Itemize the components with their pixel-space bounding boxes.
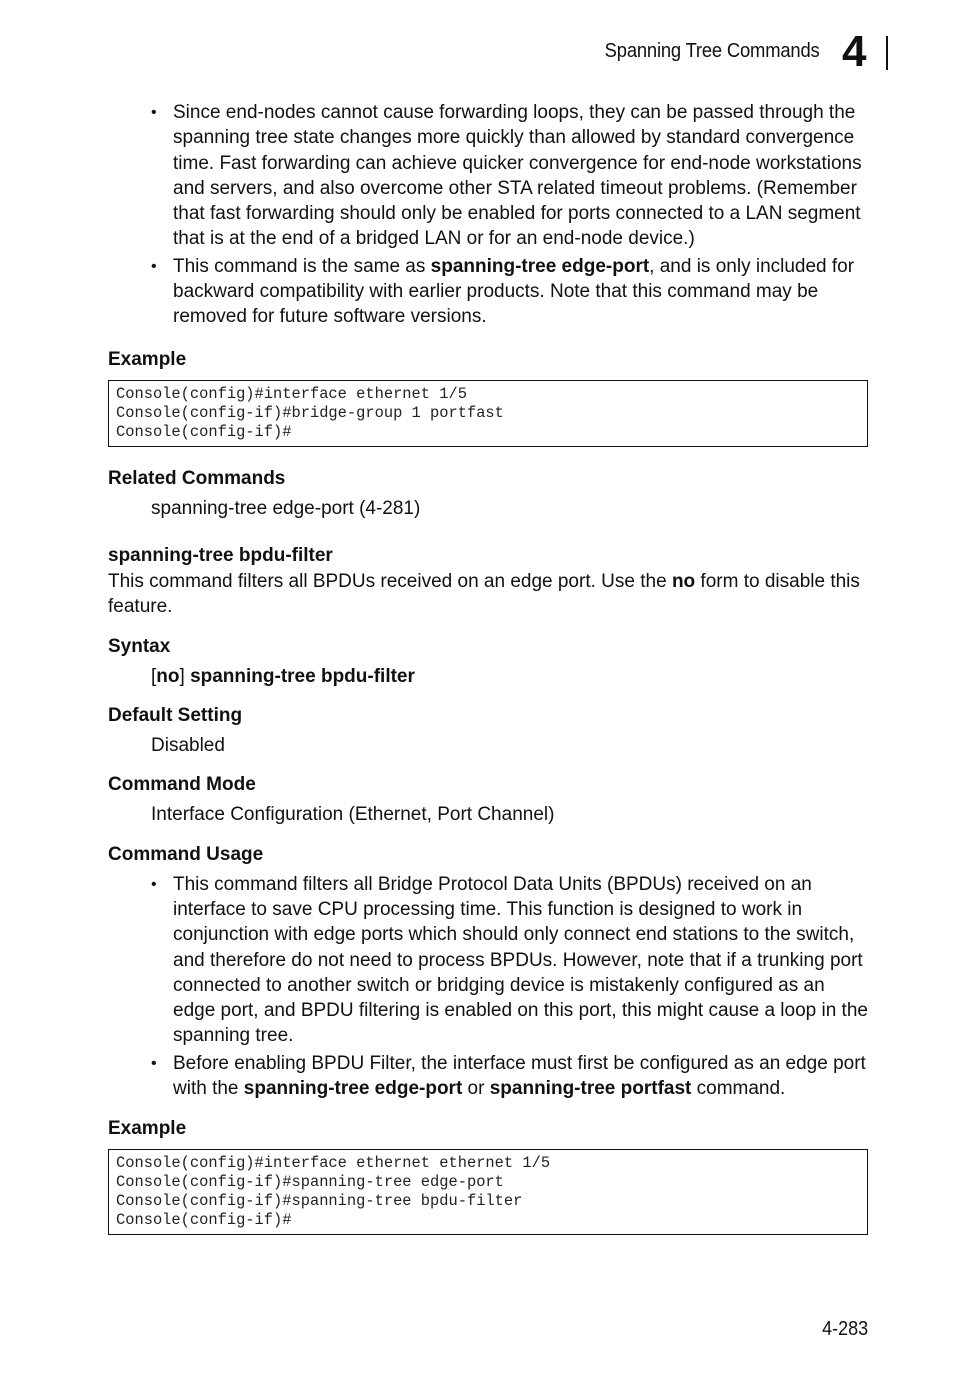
command-usage-list — [108, 872, 868, 1102]
command-title: spanning-tree bpdu-filter — [108, 544, 333, 566]
description-text: This command filters all BPDUs received on an edge port. Use the — [108, 570, 672, 592]
syntax-line — [108, 664, 868, 689]
bracket: [ — [151, 665, 157, 687]
command-description — [108, 569, 868, 619]
example-code-block: Console(config)#interface ethernet 1/5 Console(config-if)#bridge-group 1 portfast Console(config-if)# — [108, 380, 868, 447]
usage-bullet — [151, 1051, 868, 1102]
command-mode-heading: Command Mode — [108, 773, 256, 795]
syntax-heading: Syntax — [108, 635, 171, 657]
default-setting-heading: Default Setting — [108, 704, 243, 726]
page-content — [108, 100, 868, 1235]
bullet-text: or — [462, 1078, 490, 1100]
example-code-block: Console(config)#interface ethernet ethernet 1/5 Console(config-if)#spanning-tree edge-port Console(config-if)#spanning-tree bpdu-filter Console(config-if)# — [108, 1149, 868, 1235]
related-command-link: spanning-tree edge-port (4-281) — [151, 497, 421, 519]
usage-bullet — [151, 254, 868, 330]
chapter-number: 4 — [842, 27, 867, 76]
bullet-text: command. — [691, 1078, 786, 1100]
command-usage-heading: Command Usage — [108, 843, 264, 865]
usage-bullet — [151, 872, 868, 1049]
default-setting-value: Disabled — [151, 734, 225, 756]
no-keyword: no — [156, 665, 180, 687]
running-header-title: Spanning Tree Commands — [605, 40, 820, 62]
bracket: ] — [179, 665, 191, 687]
example-heading: Example — [108, 348, 187, 370]
command-mode-value: Interface Configuration (Ethernet, Port Channel) — [151, 803, 555, 825]
bullet-text: This command filters all Bridge Protocol Data Units (BPDUs) received on an interface to save CPU processing time. This function is designed to work in conjunction with edge ports which should only connect end stations to the switch, and therefore do not need to process BPDUs. However, note that if a trunking port connected to another switch or bridging device is mistakenly configured as an edge port, and BPDU filtering is enabled on this port, this might cause a loop in the spanning tree. — [173, 873, 868, 1047]
bullet-text: Before enabling BPDU Filter, the interface must first be configured as an edge port with the — [173, 1052, 866, 1100]
command-reference: spanning-tree edge-port — [243, 1078, 463, 1100]
chapter-tab — [842, 27, 888, 76]
bullet-text: This command is the same as — [173, 255, 431, 277]
command-reference: spanning-tree edge-port — [430, 255, 650, 277]
description-text: form to disable this feature. — [108, 570, 860, 617]
example-heading: Example — [108, 1118, 187, 1140]
continued-usage-list — [108, 100, 868, 330]
page-header — [586, 27, 888, 76]
bullet-text: , and is only included for backward compatibility with earlier products. Note that this command may be removed for future software versions. — [173, 255, 855, 328]
usage-bullet — [151, 100, 868, 252]
bullet-text: Since end-nodes cannot cause forwarding loops, they can be passed through the spanning tree state changes more quickly than allowed by standard convergence time. Fast forwarding can achieve quicker convergence for end-node workstations and servers, and also overcome other STA related timeout problems. (Remember that fast forwarding should only be enabled for ports connected to a LAN segment that is at the end of a bridged LAN or for an end-node device.) — [173, 102, 862, 250]
page-number: 4-283 — [821, 1318, 868, 1340]
command-reference: spanning-tree portfast — [489, 1078, 692, 1100]
syntax-command: spanning-tree bpdu-filter — [190, 665, 415, 687]
related-commands-heading: Related Commands — [108, 467, 286, 489]
no-keyword: no — [671, 570, 696, 592]
